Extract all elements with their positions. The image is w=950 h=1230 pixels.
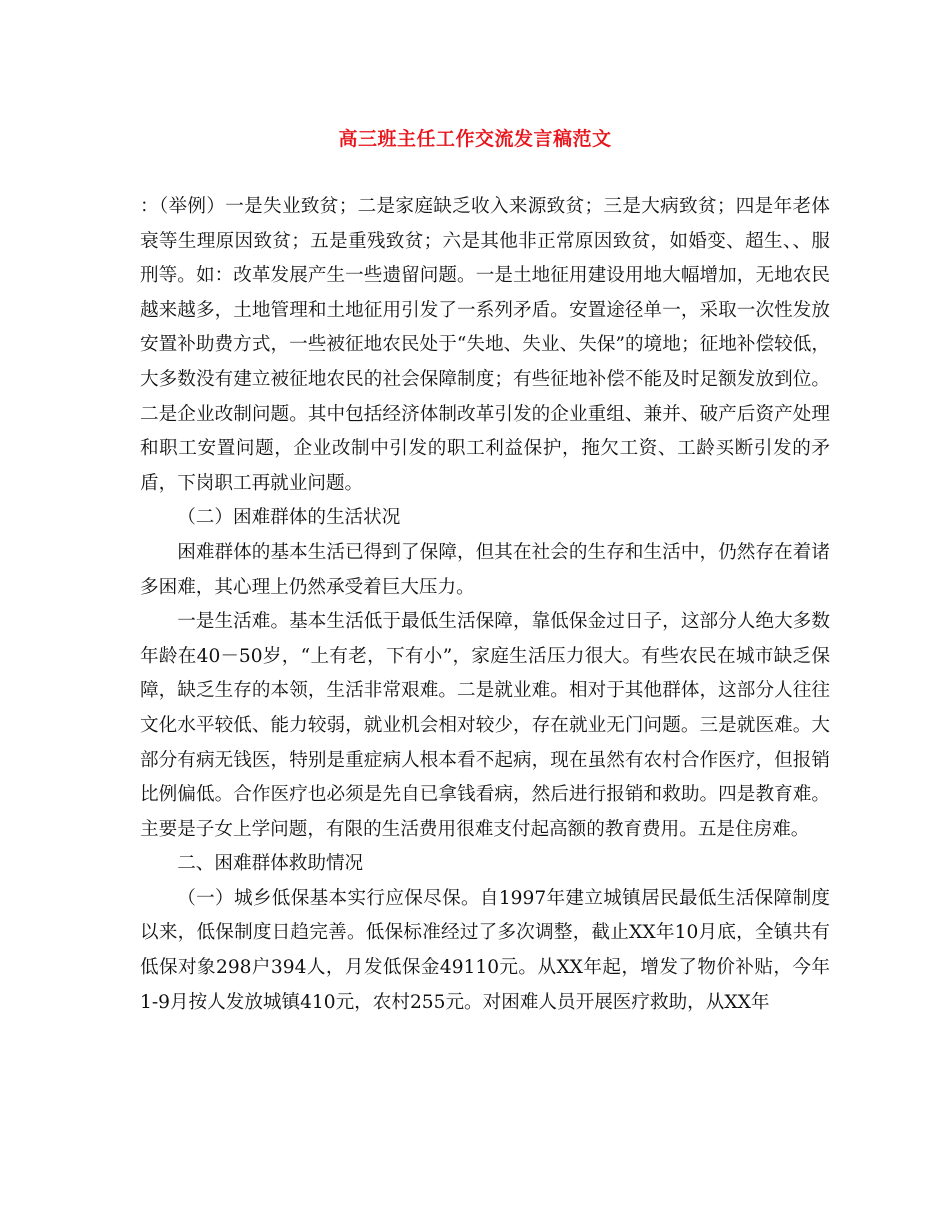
paragraph-4: 一是生活难。基本生活低于最低生活保障，靠低保金过日子，这部分人绝大多数年龄在40－50岁，“上有老，下有小”，家庭生活压力很大。有些农民在城市缺乏保障，缺乏生存的本领，生活非常艰难。二是就业难。相对于其他群体，这部分人往往文化水平较低、能力较弱，就业机会相对较少，存在就业无门问题。三是就医难。大部分有病无钱医，特别是重症病人根本看不起病，现在虽然有农村合作医疗，但报销比例偏低。合作医疗也必须是先自已拿钱看病，然后进行报销和救助。四是教育难。主要是子女上学问题，有限的生活费用很难支付起高额的教育费用。五是住房难。 <box>140 611 830 840</box>
document-title: 高三班主任工作交流发言稿范文 <box>338 128 612 150</box>
paragraph-2-subheading: （二）困难群体的生活状况 <box>177 507 401 529</box>
paragraph-3: 困难群体的基本生活已得到了保障，但其在社会的生存和生活中，仍然存在着诸多困难，其心理上仍然承受着巨大压力。 <box>140 541 830 598</box>
paragraph-1: ：（举例）一是失业致贫；二是家庭缺乏收入来源致贫；三是大病致贫；四是年老体衰等生理原因致贫；五是重残致贫；六是其他非正常原因致贫，如婚变、超生、、服刑等。如：改革发展产生一些遗留问题。一是土地征用建设用地大幅增加，无地农民越来越多，土地管理和土地征用引发了一系列矛盾。安置途径单一，采取一次性发放安置补助费方式，一些被征地农民处于“失地、失业、失保”的境地；征地补偿较低，大多数没有建立被征地农民的社会保障制度；有些征地补偿不能及时足额发放到位。二是企业改制问题。其中包括经济体制改革引发的企业重组、兼并、破产后资产处理和职工安置问题，企业改制中引发的职工利益保护，拖欠工资、工龄买断引发的矛盾，下岗职工再就业问题。 <box>140 196 830 494</box>
document-body <box>140 190 830 1020</box>
paragraph-5-heading: 二、困难群体救助情况 <box>177 853 364 875</box>
paragraph-6: （一）城乡低保基本实行应保尽保。自1997年建立城镇居民最低生活保障制度以来，低保制度日趋完善。低保标准经过了多次调整，截止XX年10月底，全镇共有低保对象298户394人，月发低保金49110元。从XX年起，增发了物价补贴，今年1-9月按人发放城镇410元，农村255元。对困难人员开展医疗救助，从XX年 <box>140 887 830 1013</box>
